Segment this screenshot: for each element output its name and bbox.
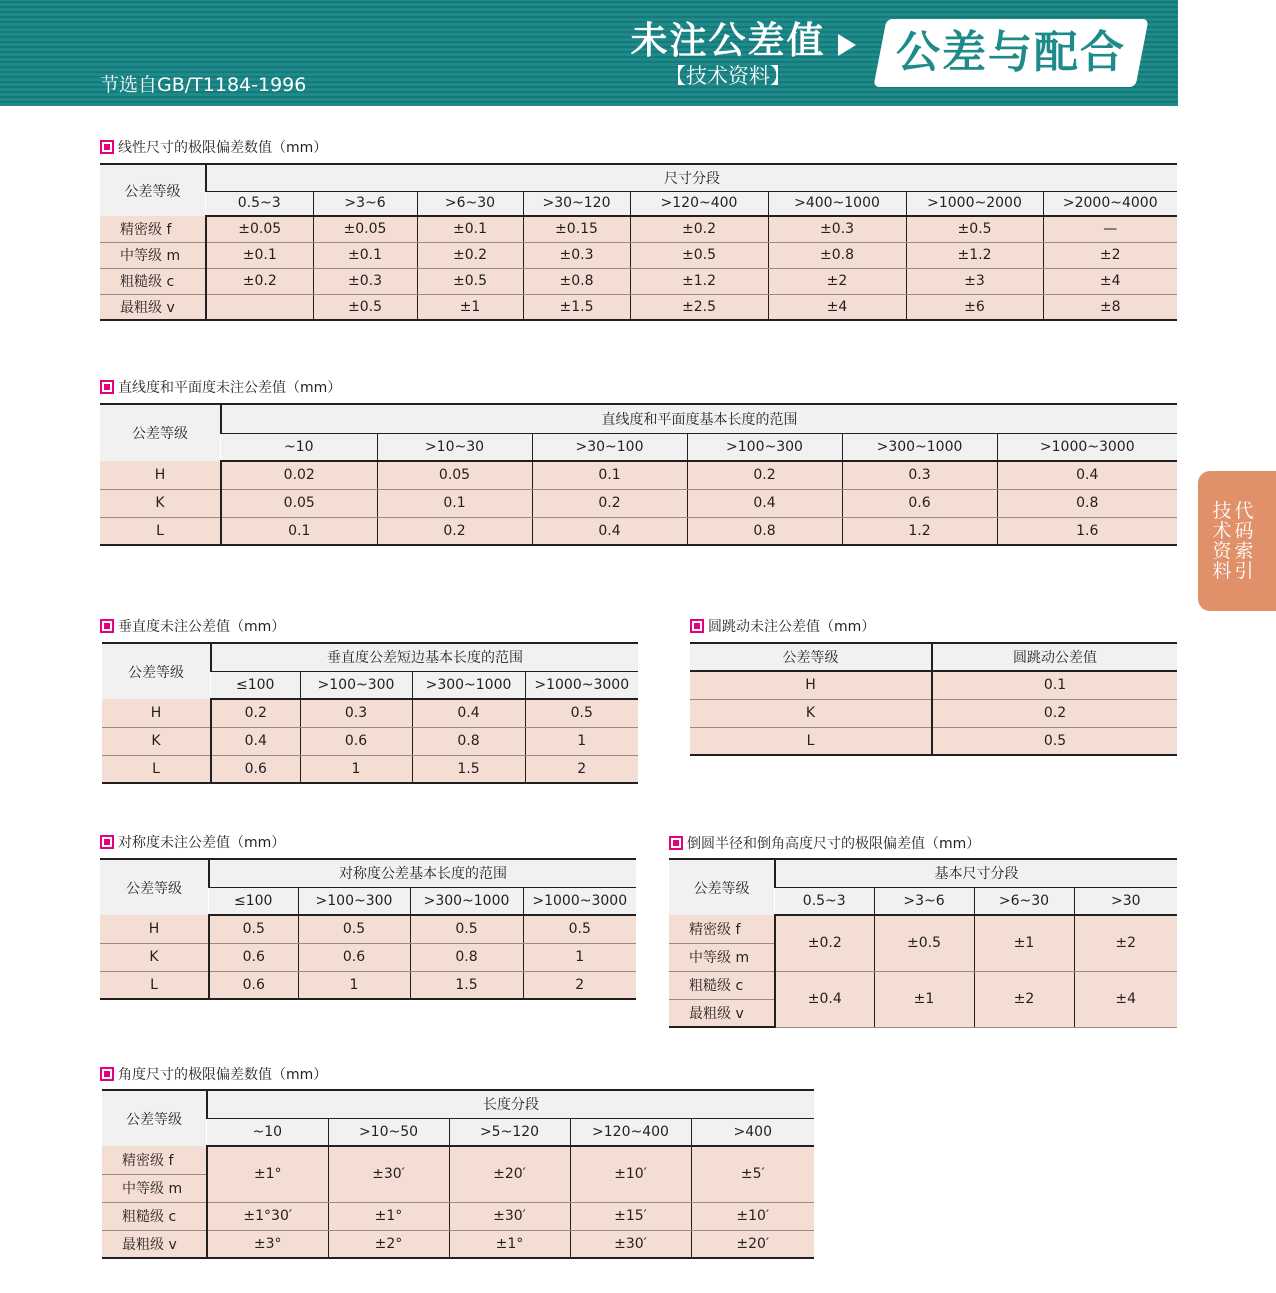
grade-cell: 中等级 m <box>100 242 206 268</box>
grade-cell: L <box>690 727 932 755</box>
chamfer-table <box>669 858 1177 1028</box>
value-cell: 0.6 <box>209 971 298 999</box>
value-cell: ±1°30′ <box>207 1202 328 1230</box>
table-row <box>669 915 1177 943</box>
table-row <box>100 517 1177 545</box>
column-header: >1000~3000 <box>997 433 1177 461</box>
value-cell: ±10′ <box>570 1146 691 1202</box>
table-row <box>100 943 636 971</box>
column-header: >10~30 <box>377 433 532 461</box>
grade-cell: K <box>100 943 209 971</box>
value-cell: 1 <box>523 943 636 971</box>
arrow-right-icon <box>838 34 856 56</box>
value-cell: ±0.5 <box>313 294 417 320</box>
value-cell: ±0.2 <box>775 915 874 971</box>
symmetry-table <box>100 858 636 1000</box>
linear-tolerance-title <box>100 137 327 157</box>
value-cell: 0.5 <box>410 915 523 943</box>
value-cell: 0.5 <box>209 915 298 943</box>
value-cell: ±4 <box>768 294 906 320</box>
value-cell: ±1° <box>207 1146 328 1202</box>
value-cell: ±0.5 <box>906 216 1043 242</box>
side-char: 术 <box>1212 520 1232 542</box>
value-cell: ±0.1 <box>313 242 417 268</box>
perpendicularity-table <box>102 642 638 784</box>
value-cell: ±1 <box>974 915 1074 971</box>
value-cell: 0.2 <box>932 699 1177 727</box>
runout-table <box>690 642 1177 756</box>
value-cell: 0.2 <box>687 461 842 489</box>
value-cell: 0.6 <box>209 943 298 971</box>
angle-tolerance-title <box>100 1064 327 1084</box>
value-cell: ±30′ <box>570 1230 691 1258</box>
grade-cell: 中等级 m <box>669 943 775 971</box>
column-header: >300~1000 <box>412 671 525 699</box>
table-row <box>690 699 1177 727</box>
side-tab-label-2 <box>1233 501 1255 581</box>
grade-cell: H <box>100 461 221 489</box>
value-cell: ±0.5 <box>874 915 974 971</box>
page-title: 未注公差值 <box>630 19 826 62</box>
symmetry-title <box>100 832 285 852</box>
value-cell: ±8 <box>1043 294 1177 320</box>
value-cell: 2 <box>523 971 636 999</box>
grade-header: 公差等级 <box>100 164 206 216</box>
value-cell: 0.5 <box>525 699 638 727</box>
value-cell: ±0.1 <box>417 216 523 242</box>
value-header: 圆跳动公差值 <box>932 643 1177 671</box>
group-header: 直线度和平面度基本长度的范围 <box>221 404 1177 433</box>
value-cell: ±2° <box>328 1230 449 1258</box>
value-cell: ±30′ <box>449 1202 570 1230</box>
value-cell: 0.2 <box>211 699 300 727</box>
grade-cell: 粗糙级 c <box>102 1202 207 1230</box>
value-cell <box>206 294 313 320</box>
value-cell: 0.1 <box>377 489 532 517</box>
side-char: 码 <box>1234 520 1254 542</box>
value-cell: — <box>1043 216 1177 242</box>
value-cell: 2 <box>525 755 638 783</box>
grade-cell: H <box>690 671 932 699</box>
value-cell: 0.05 <box>377 461 532 489</box>
value-cell: 1.5 <box>412 755 525 783</box>
straightness-table <box>100 403 1177 546</box>
table-row <box>102 1202 814 1230</box>
value-cell: ±30′ <box>328 1146 449 1202</box>
page-subtitle: 【技术资料】 <box>665 64 791 88</box>
bullet-icon <box>100 380 114 394</box>
column-header: >120~400 <box>630 191 768 216</box>
value-cell: ±2 <box>1074 915 1177 971</box>
value-cell: 0.05 <box>221 489 377 517</box>
runout-title <box>690 616 875 636</box>
column-header: >120~400 <box>570 1118 691 1146</box>
value-cell: ±6 <box>906 294 1043 320</box>
table-row <box>102 727 638 755</box>
grade-header: 公差等级 <box>100 404 221 461</box>
group-header: 长度分段 <box>207 1090 814 1118</box>
group-header: 垂直度公差短边基本长度的范围 <box>211 643 638 671</box>
column-header: ≤100 <box>211 671 300 699</box>
side-char: 索 <box>1234 540 1254 562</box>
grade-cell: L <box>100 517 221 545</box>
section-title-text: 垂直度未注公差值（mm） <box>118 619 286 635</box>
column-header: >2000~4000 <box>1043 191 1177 216</box>
table-row <box>669 971 1177 999</box>
group-header: 基本尺寸分段 <box>775 859 1177 887</box>
group-header: 尺寸分段 <box>206 164 1177 191</box>
value-cell: ±3° <box>207 1230 328 1258</box>
section-title-text: 直线度和平面度未注公差值（mm） <box>118 380 342 396</box>
table-row <box>100 915 636 943</box>
value-cell: 0.1 <box>932 671 1177 699</box>
bullet-icon <box>100 835 114 849</box>
value-cell: ±0.1 <box>206 242 313 268</box>
angle-tolerance-table <box>102 1089 814 1259</box>
value-cell: 0.2 <box>377 517 532 545</box>
value-cell: ±4 <box>1074 971 1177 1027</box>
column-header: >300~1000 <box>410 887 523 915</box>
side-tab-label-1 <box>1211 501 1233 581</box>
grade-cell: 最粗级 v <box>100 294 206 320</box>
value-cell: ±0.05 <box>313 216 417 242</box>
grade-cell: K <box>100 489 221 517</box>
grade-header: 公差等级 <box>102 1090 207 1146</box>
grade-cell: 中等级 m <box>102 1174 207 1202</box>
value-cell: ±15′ <box>570 1202 691 1230</box>
value-cell: ±2 <box>768 268 906 294</box>
value-cell: ±4 <box>1043 268 1177 294</box>
value-cell: ±0.5 <box>417 268 523 294</box>
perpendicularity-title <box>100 616 285 636</box>
table-row <box>100 489 1177 517</box>
value-cell: 0.8 <box>997 489 1177 517</box>
value-cell: 0.6 <box>300 727 412 755</box>
value-cell: ±2.5 <box>630 294 768 320</box>
value-cell: 0.4 <box>532 517 687 545</box>
value-cell: 0.4 <box>211 727 300 755</box>
value-cell: ±0.3 <box>768 216 906 242</box>
table-row <box>690 727 1177 755</box>
column-header: >30~100 <box>532 433 687 461</box>
column-header: >100~300 <box>687 433 842 461</box>
table-row <box>102 1146 814 1174</box>
value-cell: 0.2 <box>532 489 687 517</box>
value-cell: ±0.5 <box>630 242 768 268</box>
side-char: 引 <box>1234 560 1254 582</box>
value-cell: ±1.2 <box>906 242 1043 268</box>
grade-cell: 精密级 f <box>669 915 775 943</box>
value-cell: ±0.8 <box>523 268 630 294</box>
value-cell: ±1 <box>874 971 974 1027</box>
value-cell: ±1 <box>417 294 523 320</box>
table-row <box>100 216 1177 242</box>
column-header: >6~30 <box>974 887 1074 915</box>
value-cell: 0.02 <box>221 461 377 489</box>
value-cell: ±0.3 <box>313 268 417 294</box>
value-cell: ±5′ <box>691 1146 814 1202</box>
source-standard: 节选自GB/T1184-1996 <box>100 74 307 96</box>
column-header: ≤100 <box>209 887 298 915</box>
column-header: 0.5~3 <box>206 191 313 216</box>
value-cell: ±0.3 <box>523 242 630 268</box>
value-cell: 0.6 <box>842 489 997 517</box>
table-row <box>102 755 638 783</box>
value-cell: 0.6 <box>211 755 300 783</box>
value-cell: 0.3 <box>842 461 997 489</box>
grade-header: 公差等级 <box>669 859 775 915</box>
value-cell: 0.4 <box>412 699 525 727</box>
table-row <box>102 699 638 727</box>
value-cell: ±0.4 <box>775 971 874 1027</box>
value-cell: 0.8 <box>410 943 523 971</box>
section-title-text: 线性尺寸的极限偏差数值（mm） <box>118 140 328 156</box>
section-title-text: 圆跳动未注公差值（mm） <box>708 619 876 635</box>
grade-cell: 最粗级 v <box>669 999 775 1027</box>
value-cell: ±0.2 <box>630 216 768 242</box>
column-header: >10~50 <box>328 1118 449 1146</box>
table-row <box>100 971 636 999</box>
column-header: >300~1000 <box>842 433 997 461</box>
value-cell: ±2 <box>1043 242 1177 268</box>
column-header: >100~300 <box>298 887 410 915</box>
value-cell: ±0.05 <box>206 216 313 242</box>
grade-cell: 精密级 f <box>100 216 206 242</box>
grade-header: 公差等级 <box>102 643 211 699</box>
value-cell: 0.5 <box>298 915 410 943</box>
column-header: >1000~3000 <box>525 671 638 699</box>
column-header: >1000~3000 <box>523 887 636 915</box>
grade-cell: L <box>100 971 209 999</box>
straightness-title <box>100 377 341 397</box>
column-header: >5~120 <box>449 1118 570 1146</box>
value-cell: ±1° <box>449 1230 570 1258</box>
value-cell: ±10′ <box>691 1202 814 1230</box>
grade-cell: H <box>100 915 209 943</box>
chamfer-title <box>669 833 980 853</box>
grade-header: 公差等级 <box>690 643 932 671</box>
value-cell: 1.2 <box>842 517 997 545</box>
value-cell: 0.4 <box>997 461 1177 489</box>
column-header: >30 <box>1074 887 1177 915</box>
column-header: ~10 <box>221 433 377 461</box>
value-cell: ±20′ <box>691 1230 814 1258</box>
value-cell: 1.5 <box>410 971 523 999</box>
section-title-text: 对称度未注公差值（mm） <box>118 835 286 851</box>
table-row <box>100 461 1177 489</box>
section-title-text: 角度尺寸的极限偏差数值（mm） <box>118 1067 328 1083</box>
linear-tolerance-table <box>100 163 1177 321</box>
value-cell: 0.1 <box>532 461 687 489</box>
value-cell: ±1.2 <box>630 268 768 294</box>
column-header: ~10 <box>207 1118 328 1146</box>
table-row <box>100 268 1177 294</box>
column-header: >100~300 <box>300 671 412 699</box>
column-header: 0.5~3 <box>775 887 874 915</box>
grade-cell: 最粗级 v <box>102 1230 207 1258</box>
table-row <box>100 242 1177 268</box>
side-char: 料 <box>1212 560 1232 582</box>
bullet-icon <box>100 140 114 154</box>
value-cell: 0.3 <box>300 699 412 727</box>
bullet-icon <box>669 836 683 850</box>
chapter-title: 公差与配合 <box>896 27 1126 78</box>
value-cell: 0.6 <box>298 943 410 971</box>
side-char: 代 <box>1234 500 1254 522</box>
section-title-text: 倒圆半径和倒角高度尺寸的极限偏差值（mm） <box>687 836 981 852</box>
table-row <box>102 1230 814 1258</box>
grade-cell: K <box>690 699 932 727</box>
grade-cell: 粗糙级 c <box>100 268 206 294</box>
column-header: >3~6 <box>313 191 417 216</box>
value-cell: 1 <box>298 971 410 999</box>
value-cell: ±0.2 <box>206 268 313 294</box>
value-cell: 1 <box>300 755 412 783</box>
grade-cell: 粗糙级 c <box>669 971 775 999</box>
bullet-icon <box>100 619 114 633</box>
value-cell: ±2 <box>974 971 1074 1027</box>
value-cell: 1.6 <box>997 517 1177 545</box>
value-cell: ±20′ <box>449 1146 570 1202</box>
column-header: >1000~2000 <box>906 191 1043 216</box>
value-cell: ±1° <box>328 1202 449 1230</box>
value-cell: ±0.8 <box>768 242 906 268</box>
bullet-icon <box>100 1067 114 1081</box>
value-cell: 0.4 <box>687 489 842 517</box>
group-header: 对称度公差基本长度的范围 <box>209 859 636 887</box>
column-header: >30~120 <box>523 191 630 216</box>
grade-cell: H <box>102 699 211 727</box>
table-row <box>690 671 1177 699</box>
value-cell: ±1.5 <box>523 294 630 320</box>
value-cell: 0.5 <box>932 727 1177 755</box>
grade-cell: K <box>102 727 211 755</box>
grade-cell: 精密级 f <box>102 1146 207 1174</box>
value-cell: ±0.15 <box>523 216 630 242</box>
value-cell: 1 <box>525 727 638 755</box>
value-cell: 0.5 <box>523 915 636 943</box>
value-cell: 0.8 <box>687 517 842 545</box>
grade-header: 公差等级 <box>100 859 209 915</box>
column-header: >400 <box>691 1118 814 1146</box>
bullet-icon <box>690 619 704 633</box>
table-row <box>100 294 1177 320</box>
column-header: >400~1000 <box>768 191 906 216</box>
column-header: >6~30 <box>417 191 523 216</box>
value-cell: 0.8 <box>412 727 525 755</box>
side-char: 技 <box>1212 500 1232 522</box>
value-cell: ±0.2 <box>417 242 523 268</box>
column-header: >3~6 <box>874 887 974 915</box>
value-cell: ±3 <box>906 268 1043 294</box>
side-char: 资 <box>1212 540 1232 562</box>
value-cell: 0.1 <box>221 517 377 545</box>
grade-cell: L <box>102 755 211 783</box>
